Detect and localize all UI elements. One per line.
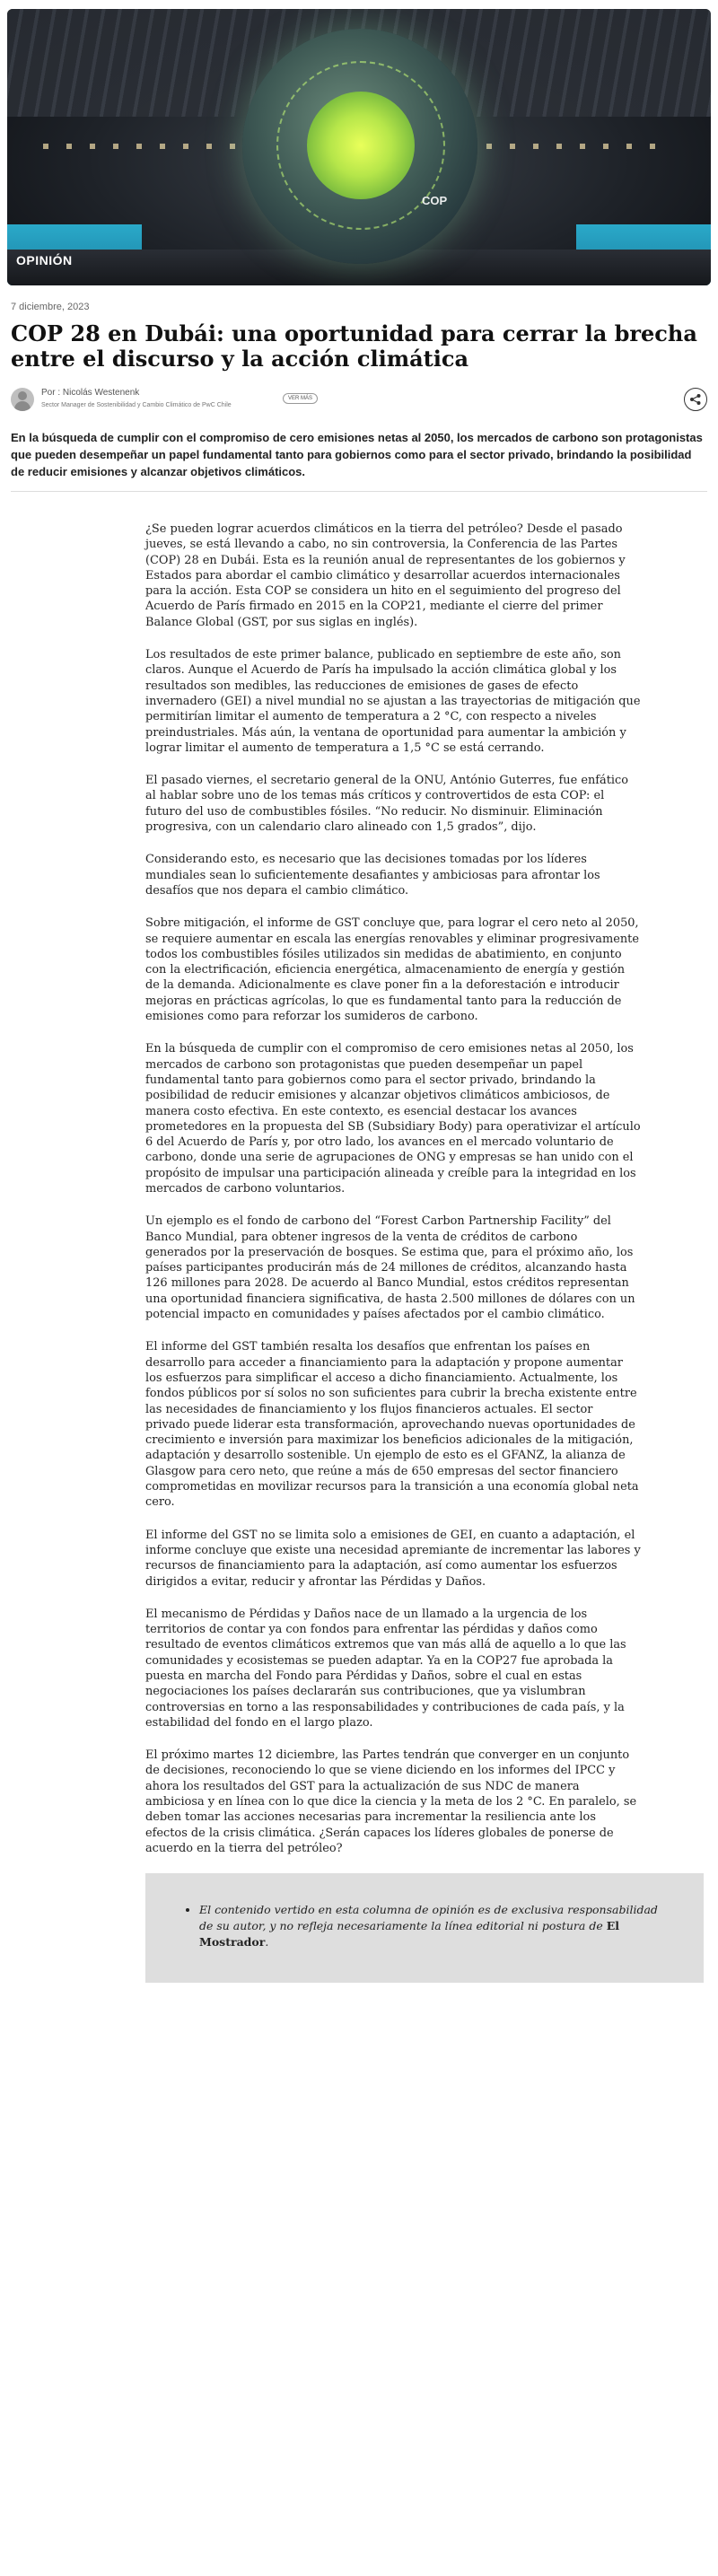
paragraph: En la búsqueda de cumplir con el compromiso de cero emisiones netas al 2050, los mercados de carbono son protagonistas que pueden desempeñar un papel fundamental tanto para gobiernos como para el sector privado, brindando la posibilidad de reducir emisiones y alcanzar objetivos climáticos ambiciosos, de manera costo efectiva. En este contexto, es esencial destacar los avances prometedores en la propuesta del SB (Subsidiary Body) para operativizar el artículo 6 del Acuerdo de París y, por otro lado, los avances en el mercado voluntario de carbono, donde una serie de agrupaciones de ONG y empresas se han unido con el propósito de impulsar una participación alineada y creíble para la integridad en los mercados de carbono voluntarios. (145, 1042, 641, 1196)
article-date: 7 diciembre, 2023 (11, 302, 90, 312)
paragraph: Los resultados de este primer balance, publicado en septiembre de este año, son claros. Aunque el Acuerdo de París ha impulsado la acción climática global y los resultados son medibles, las reducciones de emisiones de gases de efecto invernadero (GEI) a nivel mundial no se ajustan a las trayectorias de mitigación que permitirían limitar el aumento de temperatura a 2 °C, con respecto a niveles preindustriales. Más aún, la ventana de oportunidad para aumentar la ambición y lograr limitar el aumento de temperatura a 1,5 °C se está cerrando. (145, 648, 641, 755)
article-lead: En la búsqueda de cumplir con el compromiso de cero emisiones netas al 2050, los mercados de carbono son protagonistas que pueden desempeñar un papel fundamental tanto para gobiernos como para el sector privado, brindando la posibilidad de reducir emisiones y alcanzar objetivos climáticos. (11, 431, 703, 478)
author-role: Sector Manager de Sostenibilidad y Cambio Climático de PwC Chile (41, 402, 232, 408)
paragraph: ¿Se pueden lograr acuerdos climáticos en la tierra del petróleo? Desde el pasado jueves, se está llevando a cabo, no sin controversia, la Conferencia de las Partes (COP) 28 en Dubái. Esta es la reunión anual de representantes de los gobiernos y Estados para abordar el cambio climático y desarrollar acuerdos internacionales para la acción. Esta COP se considera un hito en el seguimiento del progreso del Acuerdo de París firmado en 2015 en la COP21, mediante el cierre del primer Balance Global (GST, por sus siglas en inglés). (145, 522, 626, 629)
disclaimer-item (199, 1902, 668, 1950)
hero-globe-icon (307, 92, 415, 199)
paragraph: Un ejemplo es el fondo de carbono del “Forest Carbon Partnership Facility” del Banco Mundial, para obtener ingresos de la venta de créditos de carbono generados por la preservación de bosques. Se estima que, para el próximo año, los países participantes producirán más de 24 millones de créditos, alcanzando hasta 126 millones para 2028. De acuerdo al Banco Mundial, estos créditos representan una oportunidad financiera significativa, de hasta 2.500 millones de dólares con un potencial impacto en comunidades y países afectados por el cambio climático. (145, 1214, 635, 1322)
article-body (145, 521, 641, 1856)
paragraph: Considerando esto, es necesario que las decisiones tomadas por los líderes mundiales sean lo suficientemente desafiantes y ambiciosas para afrontar los desafíos que nos depara el cambio climático. (145, 853, 600, 898)
paragraph: El pasado viernes, el secretario general de la ONU, António Guterres, fue enfático al hablar sobre uno de los temas más críticos y controvertidos de esta COP: el futuro del uso de combustibles fósiles. “No reducir. No disminuir. Eliminación progresiva, con un calendario claro alineado con 1,5 grados”, dijo. (145, 774, 628, 835)
disclaimer-end: . (265, 1935, 269, 1950)
paragraph: El próximo martes 12 diciembre, las Partes tendrán que converger en un conjunto de decisiones, reconociendo lo que se viene diciendo en los informes del IPCC y ahora los resultados del GST para la actualización de sus NDC de manera ambiciosa y en línea con lo que dice la ciencia y la meta de los 2 °C. En paralelo, se deben tomar las acciones necesarias para incrementar la resiliencia ante los efectos de la crisis climática. ¿Serán capaces los líderes globales de ponerse de acuerdo en la tierra del petróleo? (145, 1748, 637, 1855)
category-badge[interactable]: OPINIÓN (16, 253, 73, 267)
divider (11, 491, 707, 492)
disclaimer-text: El contenido vertido en esta columna de opinión es de exclusiva responsabilidad de su autor, y no refleja necesariamente la línea editorial ni postura de (199, 1903, 658, 1933)
see-more-button[interactable]: VER MÁS (283, 393, 318, 404)
paragraph: El informe del GST también resalta los desafíos que enfrentan los países en desarrollo para acceder a financiamiento para la adaptación y propone aumentar los esfuerzos para simplificar el acceso a dicho financiamiento. Actualmente, los fondos públicos por sí solos no son suficientes para cubrir la brecha existente entre las necesidades de financiamiento y los flujos financieros actuales. El sector privado puede liderar esta transformación, aprovechando nuevas oportunidades de crecimiento e inversión para maximizar los beneficios adicionales de la mitigación, adaptación y desarrollo sostenible. Un ejemplo de esto es el GFANZ, la alianza de Glasgow para cero neto, que reúne a más de 650 empresas del sector financiero comprometidas en movilizar recursos para la transición a una economía global neta cero. (145, 1340, 639, 1510)
hero-image (7, 9, 711, 285)
paragraph: El informe del GST no se limita solo a emisiones de GEI, en cuanto a adaptación, el informe concluye que existe una necesidad apremiante de incrementar las labores y recursos de financiamiento para la adaptación, así como aumentar los esfuerzos dirigidos a evitar, reducir y afrontar las Pérdidas y Daños. (145, 1528, 641, 1589)
share-icon (689, 393, 702, 406)
article-title: COP 28 en Dubái: una oportunidad para cerrar la brecha entre el discurso y la acción climática (11, 320, 697, 372)
author-name[interactable]: Por : Nicolás Westenenk (41, 388, 140, 398)
hero-cop-sign: COP (422, 194, 448, 207)
author-avatar[interactable] (11, 388, 34, 411)
disclaimer-box (145, 1873, 704, 1983)
share-button[interactable] (684, 388, 707, 411)
disclaimer-brand: El Mostrador (199, 1919, 619, 1950)
paragraph: Sobre mitigación, el informe de GST concluye que, para lograr el cero neto al 2050, se requiere aumentar en escala las energías renovables y eliminar progresivamente todos los combustibles fósiles utilizados sin medidas de abatimiento, en conjunto con la electrificación, eficiencia energética, almacenamiento de energía y gestión de la demanda. Adicionalmente es clave poner fin a la deforestación e introducir mejoras en prácticas agrícolas, lo que es fundamental tanto para la reducción de emisiones como para reforzar los sumideros de carbono. (145, 916, 639, 1024)
paragraph: El mecanismo de Pérdidas y Daños nace de un llamado a la urgencia de los territorios de contar ya con fondos para enfrentar las pérdidas y daños como resultado de eventos climáticos extremos que van más allá de aquello a lo que las comunidades y ecosistemas se pueden adaptar. Ya en la COP27 fue aprobada la puesta en marcha del Fondo para Pérdidas y Daños, sobre el cual en estas negociaciones los países declararán sus contribuciones, que ya vislumbran controversias en torno a las responsabilidades y contribuciones de cada país, y la estabilidad del fondo en el largo plazo. (145, 1607, 626, 1730)
byline (11, 386, 707, 422)
